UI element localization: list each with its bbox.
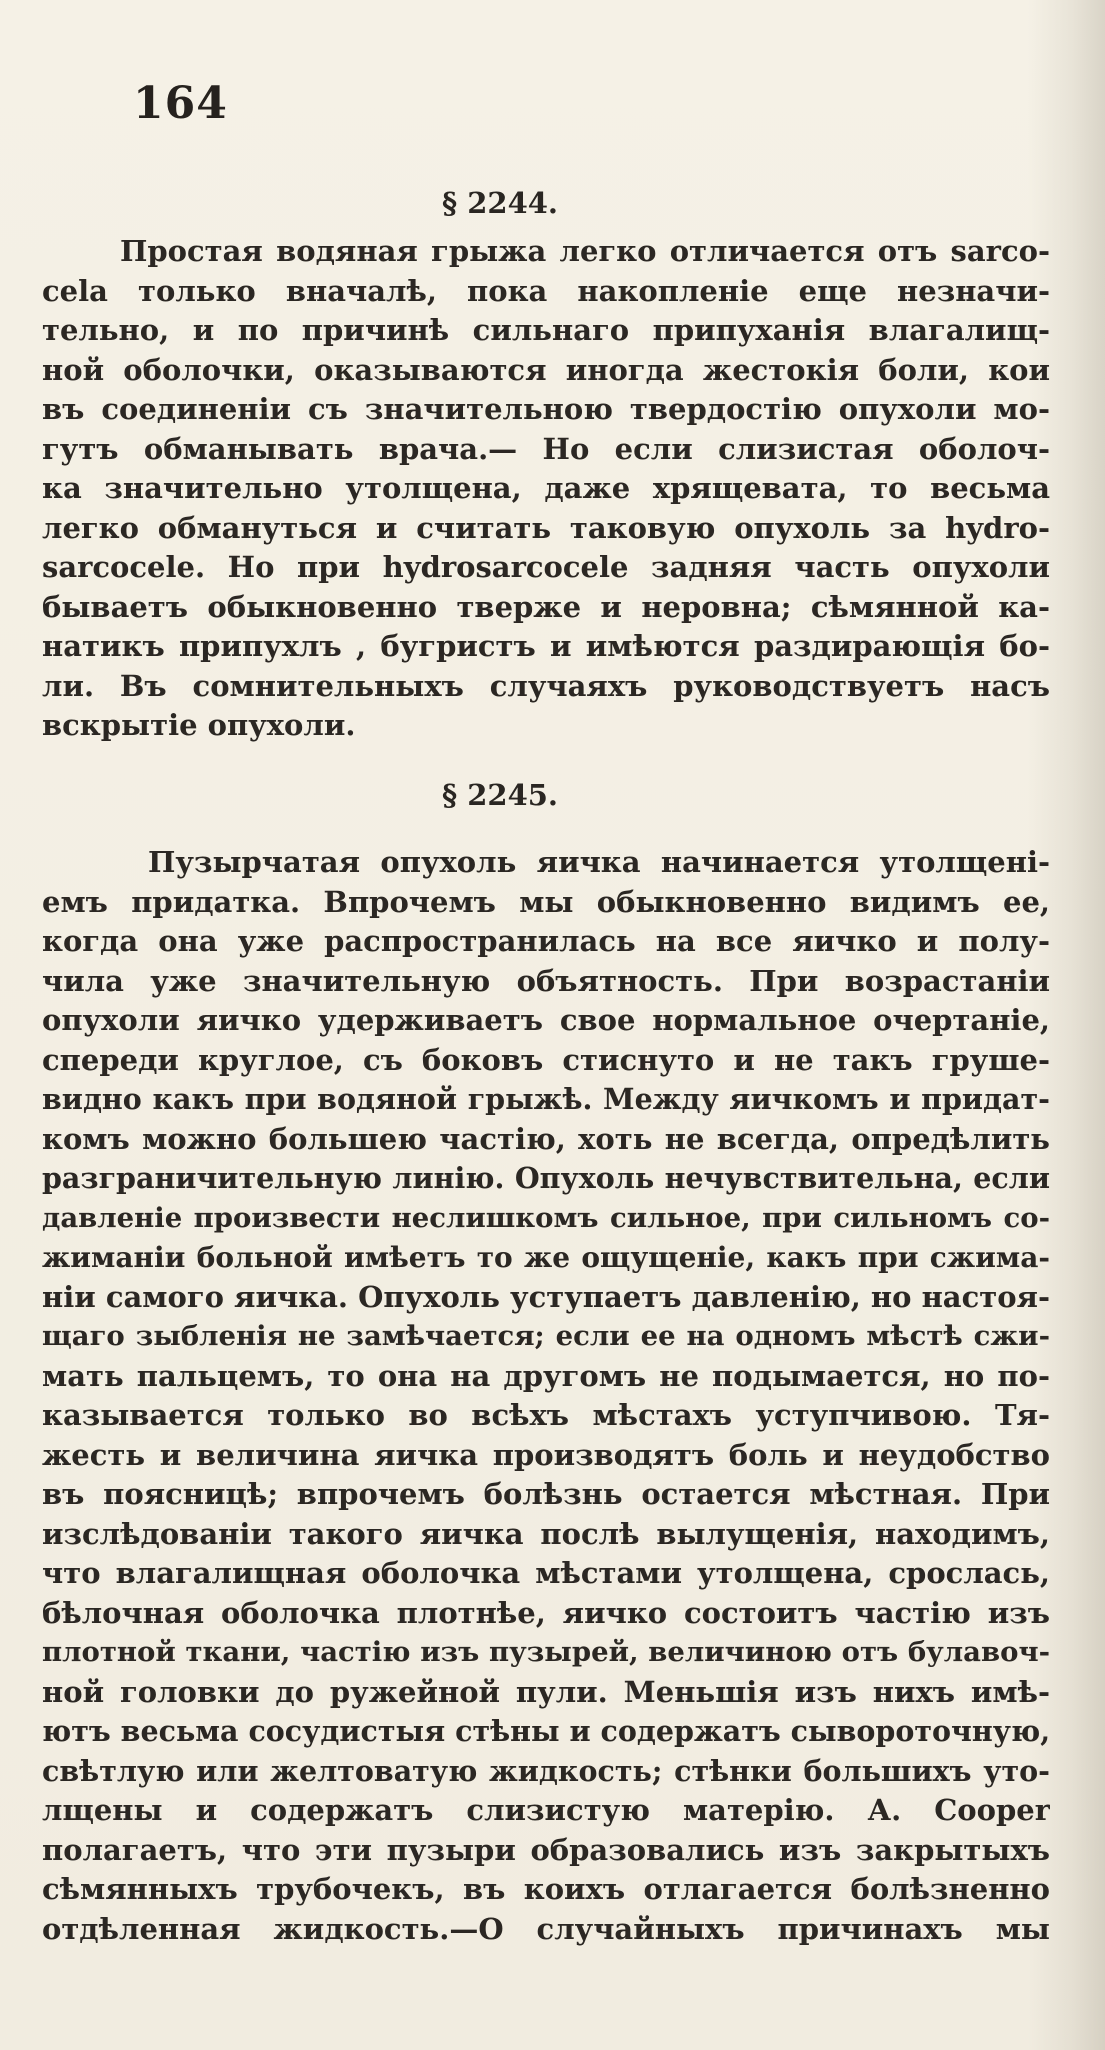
- text-line: cela только вначалѣ, пока накопленіе еще незначи-: [42, 273, 1050, 308]
- text-line: что влагалищная оболочка мѣстами утолщена, срослась,: [42, 1556, 1050, 1590]
- text-line: бываетъ обыкновенно тверже и неровна; сѣмянной ка-: [42, 589, 1050, 624]
- text-line: сѣмянныхъ трубочекъ, въ коихъ отлагается болѣзненно: [42, 1872, 1050, 1906]
- text-line: гутъ обманывать врача.— Но если слизистая оболоч-: [42, 431, 1050, 466]
- text-line: ной головки до ружейной пули. Меньшія изъ нихъ имѣ-: [42, 1674, 1050, 1709]
- text-line: разграничительную линію. Опухоль нечувствительна, если: [42, 1161, 1050, 1195]
- text-line: давленіе произвести неслишкомъ сильное, при сильномъ со-: [42, 1201, 1050, 1234]
- text-line: когда она уже распространилась на все яичко и полу-: [42, 924, 1050, 958]
- text-line: казывается только во всѣхъ мѣстахъ уступчивою. Тя-: [42, 1398, 1050, 1432]
- text-line: въ поясницѣ; впрочемъ болѣзнь остается мѣстная. При: [42, 1477, 1050, 1511]
- text-line: жиманіи больной имѣетъ то же ощущеніе, какъ при сжима-: [42, 1241, 1050, 1274]
- text-line: мать пальцемъ, то она на другомъ не подымается, но по-: [42, 1358, 1050, 1393]
- text-line: sarcocele. Но при hydrosarcocele задняя часть опухоли: [42, 550, 1050, 584]
- text-line: тельно, и по причинѣ сильнаго припуханія влагалищ-: [42, 313, 1050, 347]
- text-line: Простая водяная грыжа легко отличается отъ sarco-: [120, 234, 1050, 268]
- text-line: жесть и величина яичка производятъ боль и неудобство: [42, 1437, 1050, 1472]
- text-line: емъ придатка. Впрочемъ мы обыкновенно видимъ ее,: [42, 884, 1050, 919]
- text-line: лщены и содержатъ слизистую матерію. А. Cooper: [42, 1793, 1050, 1827]
- section-heading-2244: § 2244.: [441, 186, 559, 220]
- text-line: ной оболочки, оказываются иногда жестокія боли, кои: [42, 352, 1050, 387]
- page-number: 164: [133, 78, 228, 129]
- text-line: плотной ткани, частію изъ пузырей, величиною отъ булавоч-: [42, 1636, 1050, 1668]
- text-line: легко обмануться и считать таковую опухоль за hydro-: [42, 510, 1050, 545]
- text-line: натикъ припухлъ , бугристъ и имѣются раздирающія бо-: [42, 629, 1050, 663]
- text-line: бѣлочная оболочка плотнѣе, яичко состоитъ частію изъ: [42, 1595, 1050, 1630]
- text-line: чила уже значительную объятность. При возрастаніи: [42, 963, 1050, 998]
- section-heading-2245: § 2245.: [441, 778, 559, 812]
- text-line: видно какъ при водяной грыжѣ. Между яичкомъ и придат-: [42, 1082, 1050, 1116]
- section-2245-paragraph: [42, 843, 1050, 1949]
- text-line: вскрытіе опухоли.: [42, 708, 356, 742]
- text-line: ка значительно утолщена, даже хрящевата, то весьма: [42, 471, 1050, 505]
- text-line: отдѣленная жидкость.—О случайныхъ причинахъ мы: [42, 1911, 1050, 1946]
- text-line: полагаетъ, что эти пузыри образовались изъ закрытыхъ: [42, 1832, 1050, 1867]
- text-line: ли. Въ сомнительныхъ случаяхъ руководствуетъ насъ: [42, 668, 1050, 703]
- text-line: изслѣдованіи такого яичка послѣ вылущенія, находимъ,: [42, 1516, 1050, 1551]
- text-line: опухоли яичко удерживаетъ свое нормальное очертаніе,: [42, 1003, 1050, 1037]
- section-2244-paragraph: [42, 232, 1050, 746]
- text-line: ніи самого яичка. Опухоль уступаетъ давленію, но настоя-: [42, 1279, 1050, 1314]
- text-line: Пузырчатая опухоль яичка начинается утолщені-: [148, 845, 1050, 879]
- text-line: комъ можно большею частію, хоть не всегда, опредѣлить: [42, 1121, 1050, 1156]
- text-line: свѣтлую или желтоватую жидкость; стѣнки большихъ уто-: [42, 1753, 1050, 1788]
- text-line: щаго зыбленія не замѣчается; если ее на одномъ мѣстѣ сжи-: [42, 1320, 1050, 1352]
- text-line: ютъ весьма сосудистыя стѣны и содержатъ сывороточную,: [42, 1714, 1050, 1748]
- text-line: спереди круглое, съ боковъ стиснуто и не такъ груше-: [42, 1042, 1050, 1077]
- text-line: въ соединеніи съ значительною твердостію опухоли мо-: [42, 392, 1050, 426]
